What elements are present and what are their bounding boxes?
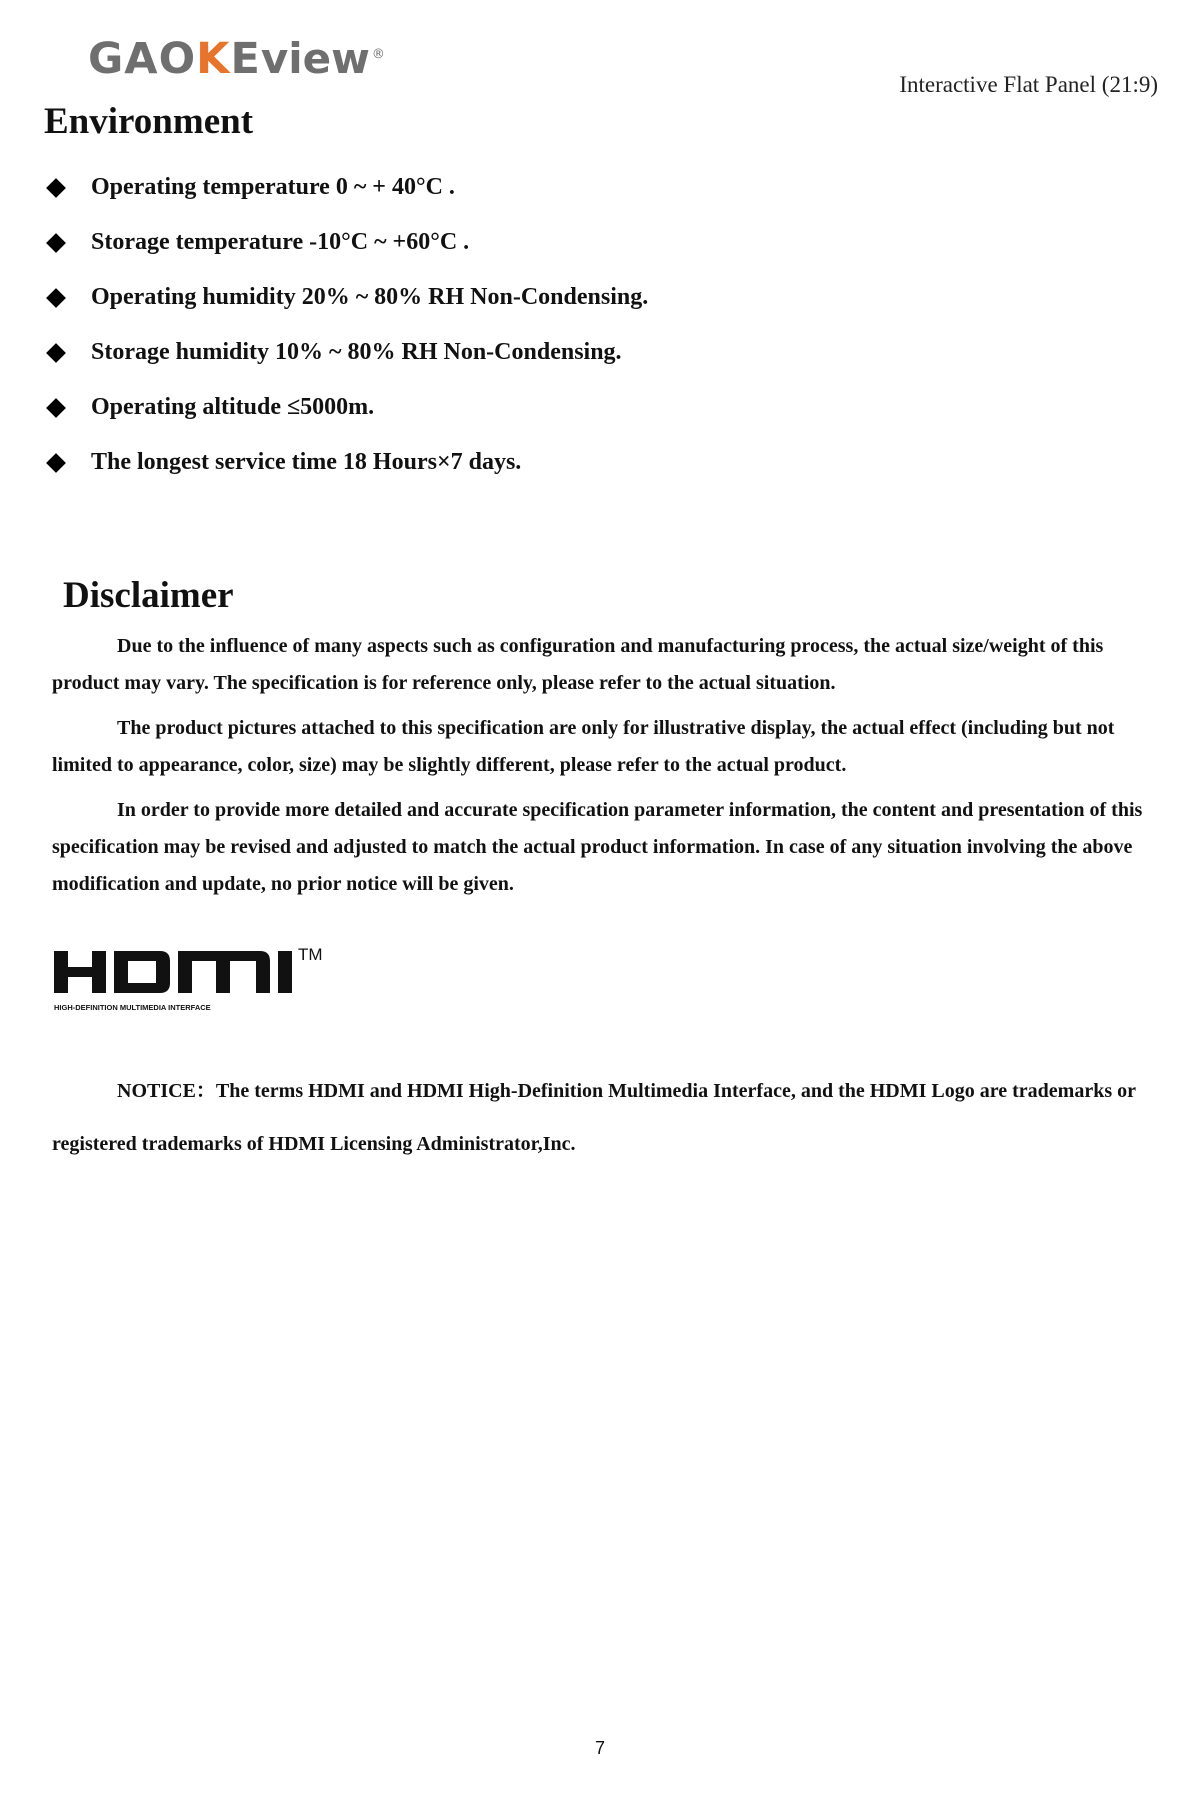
list-item	[44, 215, 648, 270]
list-item	[44, 325, 648, 380]
list-item	[44, 160, 648, 215]
list-item-text: Operating temperature 0 ~ + 40°C .	[91, 174, 455, 200]
logo-text-k: K	[196, 34, 231, 84]
diamond-bullet-icon	[46, 288, 66, 308]
disclaimer-paragraph: The product pictures attached to this specification are only for illustrative display, the actual effect (including but not limited to appearance, color, size) may be slightly different, please refer to the actual product.	[52, 717, 1115, 776]
logo-text-gao: GAO	[88, 34, 197, 84]
diamond-bullet-icon	[46, 178, 66, 198]
page-number: 7	[594, 1738, 605, 1758]
document-header-title: Interactive Flat Panel (21:9)	[899, 72, 1158, 97]
hdmi-logo	[52, 938, 372, 1018]
hdmi-tagline: HIGH-DEFINITION MULTIMEDIA INTERFACE	[54, 1003, 211, 1012]
hdmi-tm-mark: TM	[298, 945, 323, 964]
registered-mark: ®	[371, 46, 386, 62]
list-item	[44, 270, 648, 325]
list-item-text: Storage humidity 10% ~ 80% RH Non-Condensing.	[91, 339, 622, 365]
disclaimer-heading: Disclaimer	[63, 575, 234, 616]
trademark-notice: NOTICE：The terms HDMI and HDMI High-Definition Multimedia Interface, and the HDMI Logo are trademarks or registered trademarks of HDMI Licensing Administrator,Inc.	[52, 1080, 1136, 1155]
list-item-text: Operating humidity 20% ~ 80% RH Non-Condensing.	[91, 284, 649, 310]
diamond-bullet-icon	[46, 453, 66, 473]
list-item	[44, 380, 648, 435]
gaokeview-logo	[88, 34, 386, 84]
diamond-bullet-icon	[46, 343, 66, 363]
disclaimer-body	[52, 628, 1164, 911]
diamond-bullet-icon	[46, 233, 66, 253]
disclaimer-paragraph: In order to provide more detailed and accurate specification parameter information, the content and presentation of this specification may be revised and adjusted to match the actual product information. In case of any situation involving the above modification and update, no prior notice will be given.	[52, 799, 1143, 895]
logo-text-e: E	[230, 34, 261, 84]
disclaimer-paragraph: Due to the influence of many aspects such as configuration and manufacturing process, the actual size/weight of this product may vary. The specification is for reference only, please refer to the actual situation.	[52, 635, 1104, 694]
logo-text-view: view	[260, 34, 370, 83]
list-item-text: Operating altitude ≤5000m.	[91, 394, 375, 420]
diamond-bullet-icon	[46, 398, 66, 418]
environment-list	[44, 160, 648, 490]
list-item	[44, 435, 648, 490]
list-item-text: The longest service time 18 Hours×7 days.	[91, 449, 522, 475]
environment-heading: Environment	[44, 101, 254, 142]
list-item-text: Storage temperature -10°C ~ +60°C .	[91, 229, 470, 255]
